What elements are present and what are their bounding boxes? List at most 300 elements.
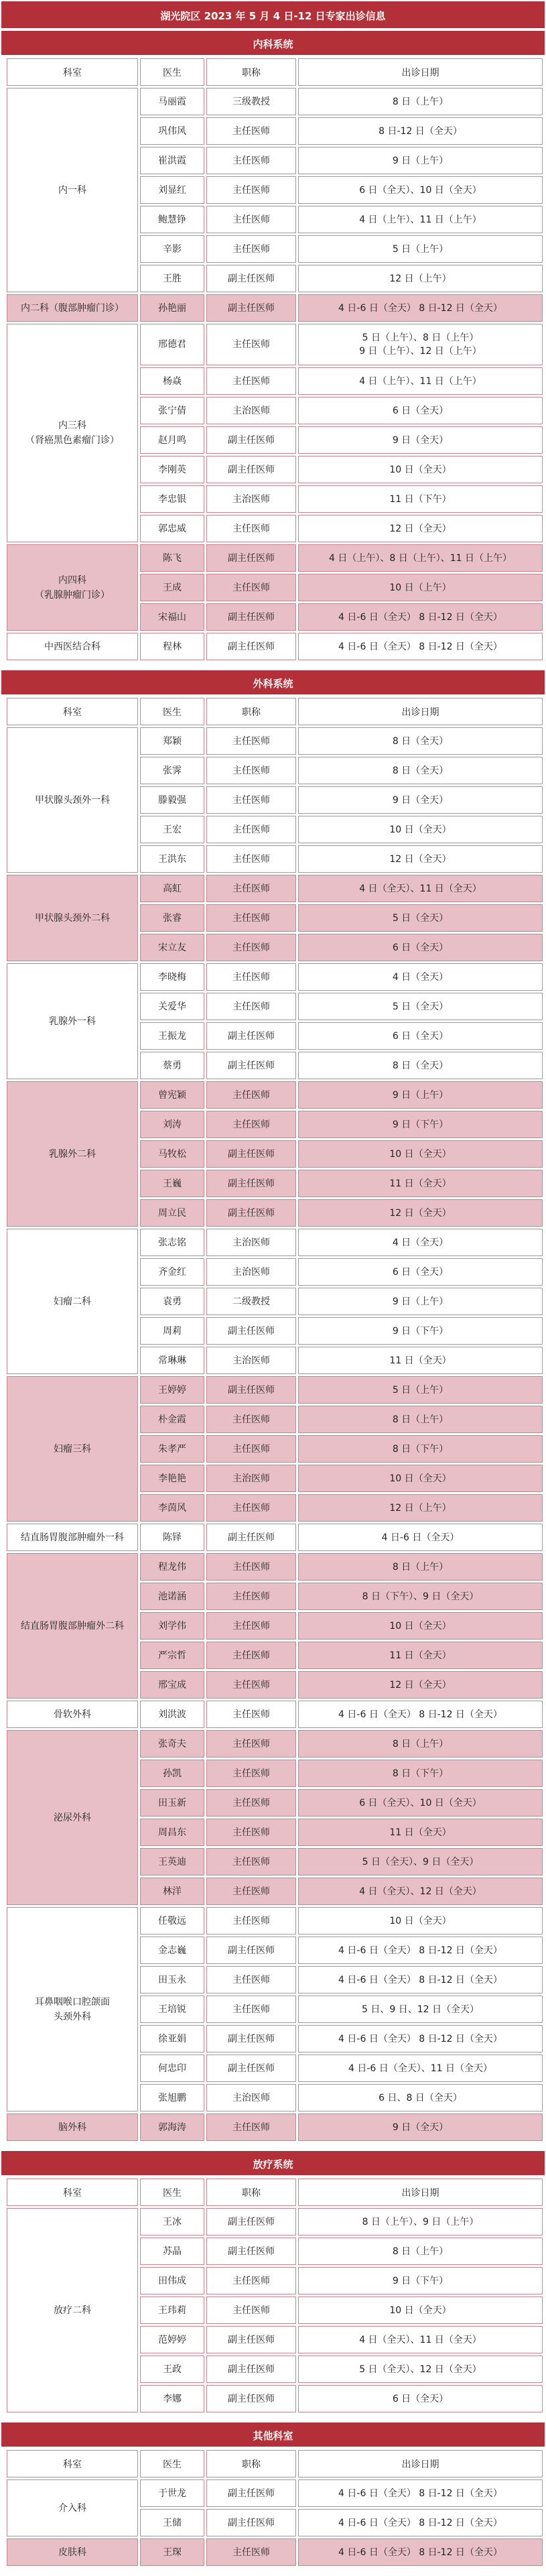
- date-cell: 8 日（全天）: [298, 757, 543, 784]
- doctor-cell: 陈飞: [140, 544, 204, 572]
- schedule-table: [5, 56, 545, 662]
- doctor-cell: 孙艳丽: [140, 294, 204, 322]
- doctor-cell: 马丽霞: [140, 88, 204, 115]
- doctor-cell: 何忠印: [140, 2054, 204, 2082]
- doctor-cell: 赵月鸣: [140, 426, 204, 454]
- date-cell: 8 日（上午）: [298, 88, 543, 115]
- date-cell: 5 日、9 日、12 日（全天）: [298, 1996, 543, 2023]
- title-cell: 主任医师: [206, 367, 296, 395]
- table-row: [7, 324, 543, 365]
- title-cell: 主治医师: [206, 1258, 296, 1286]
- date-cell: 4 日-6 日（全天） 8 日-12 日（全天）: [298, 2479, 543, 2507]
- doctor-cell: 王宏: [140, 816, 204, 843]
- doctor-cell: 邢宝成: [140, 1671, 204, 1699]
- doctor-cell: 王巍: [140, 1170, 204, 1197]
- title-cell: 主任医师: [206, 1671, 296, 1699]
- doctor-cell: 田伟成: [140, 2267, 204, 2294]
- date-cell: 4 日-6 日（全天） 8 日-12 日（全天）: [298, 1966, 543, 1994]
- doctor-cell: 关爱华: [140, 993, 204, 1020]
- date-cell: 10 日（全天）: [298, 1140, 543, 1168]
- doctor-cell: 程林: [140, 633, 204, 660]
- column-header: 科室: [7, 698, 138, 725]
- date-cell: 11 日（全天）: [298, 1170, 543, 1197]
- title-cell: 主任医师: [206, 1730, 296, 1758]
- doctor-cell: 辛影: [140, 235, 204, 263]
- date-cell: 5 日（全天）、12 日（全天）: [298, 2355, 543, 2383]
- doctor-cell: 王英迪: [140, 1848, 204, 1876]
- date-cell: 6 日（全天）: [298, 934, 543, 961]
- schedule-table: [5, 696, 545, 2143]
- date-cell: 4 日（全天）、11 日（全天）: [298, 2326, 543, 2353]
- date-cell: 10 日（全天）: [298, 816, 543, 843]
- doctor-cell: 王玮莉: [140, 2296, 204, 2324]
- title-cell: 主任医师: [206, 963, 296, 991]
- column-header: 出诊日期: [298, 698, 543, 725]
- title-cell: 主任医师: [206, 1760, 296, 1787]
- title-cell: 主任医师: [206, 2267, 296, 2294]
- date-cell: 4 日-6 日（全天） 8 日-12 日（全天）: [298, 294, 543, 322]
- date-cell: 4 日-6 日（全天）、11 日（全天）: [298, 2054, 543, 2082]
- table-row: [7, 1730, 543, 1758]
- date-cell: 9 日（下午）: [298, 1111, 543, 1138]
- title-cell: 副主任医师: [206, 1376, 296, 1404]
- doctor-cell: 田玉永: [140, 1966, 204, 1994]
- doctor-cell: 马牧松: [140, 1140, 204, 1168]
- department-cell: 内一科: [7, 88, 138, 292]
- date-cell: 11 日（下午）: [298, 485, 543, 513]
- department-cell: 甲状腺头颈外二科: [7, 875, 138, 961]
- title-cell: 主任医师: [206, 1701, 296, 1728]
- department-cell: 结直肠胃腹部肿瘤外二科: [7, 1553, 138, 1699]
- doctor-cell: 池诺涵: [140, 1583, 204, 1610]
- doctor-cell: 常琳琳: [140, 1347, 204, 1374]
- doctor-cell: 齐金红: [140, 1258, 204, 1286]
- doctor-cell: 苏晶: [140, 2237, 204, 2265]
- title-cell: 主任医师: [206, 2296, 296, 2324]
- title-cell: 主治医师: [206, 485, 296, 513]
- doctor-cell: 刘学伟: [140, 1612, 204, 1640]
- date-cell: 5 日（全天）、9 日（全天）: [298, 1848, 543, 1876]
- table-row: [7, 875, 543, 902]
- title-cell: 副主任医师: [206, 1937, 296, 1964]
- column-header: 职称: [206, 2450, 296, 2477]
- date-cell: 8 日（下午）: [298, 1760, 543, 1787]
- table-row: [7, 294, 543, 322]
- title-cell: 主任医师: [206, 1789, 296, 1817]
- title-cell: 主任医师: [206, 757, 296, 784]
- title-cell: 副主任医师: [206, 456, 296, 483]
- page-title: 湖光院区 2023 年 5 月 4 日-12 日专家出诊信息: [0, 0, 546, 29]
- department-cell: 乳腺外二科: [7, 1081, 138, 1227]
- date-cell: 6 日（全天）、10 日（全天）: [298, 176, 543, 204]
- title-cell: 副主任医师: [206, 603, 296, 631]
- department-cell: 结直肠胃腹部肿瘤外一科: [7, 1524, 138, 1551]
- doctor-cell: 李娜: [140, 2385, 204, 2412]
- table-row: [7, 2479, 543, 2507]
- date-cell: 4 日（上午）、11 日（上午）: [298, 367, 543, 395]
- title-cell: 主治医师: [206, 1465, 296, 1492]
- column-header: 医生: [140, 2179, 204, 2206]
- date-cell: 6 日（全天）: [298, 2385, 543, 2412]
- title-cell: 主治医师: [206, 1229, 296, 1256]
- title-cell: 主任医师: [206, 1081, 296, 1109]
- date-cell: 11 日（全天）: [298, 1642, 543, 1669]
- department-cell: 耳鼻咽喉口腔颌面 头颈外科: [7, 1907, 138, 2111]
- date-cell: 8 日（下午）、9 日（全天）: [298, 1583, 543, 1610]
- table-row: [7, 544, 543, 572]
- title-cell: 副主任医师: [206, 2208, 296, 2235]
- title-cell: 副主任医师: [206, 265, 296, 292]
- title-cell: 副主任医师: [206, 1199, 296, 1227]
- date-cell: 6 日（全天）: [298, 1258, 543, 1286]
- title-cell: 副主任医师: [206, 426, 296, 454]
- date-cell: 8 日（上午）: [298, 1553, 543, 1581]
- title-cell: 主任医师: [206, 993, 296, 1020]
- department-cell: 甲状腺头颈外一科: [7, 727, 138, 873]
- date-cell: 4 日（上午）、8 日（上午）、11 日（上午）: [298, 544, 543, 572]
- doctor-cell: 杨焱: [140, 367, 204, 395]
- title-cell: 主任医师: [206, 1612, 296, 1640]
- title-cell: 主任医师: [206, 934, 296, 961]
- doctor-cell: 周立民: [140, 1199, 204, 1227]
- date-cell: 5 日（上午）: [298, 1376, 543, 1404]
- title-cell: 副主任医师: [206, 1317, 296, 1345]
- doctor-cell: 郭海涛: [140, 2113, 204, 2141]
- title-cell: 主任医师: [206, 1406, 296, 1433]
- title-cell: 副主任医师: [206, 1052, 296, 1079]
- table-row: [7, 633, 543, 660]
- section-title: 其他科室: [0, 2421, 546, 2448]
- doctor-cell: 朱孝严: [140, 1435, 204, 1463]
- doctor-cell: 王培锐: [140, 1996, 204, 2023]
- doctor-cell: 刘涛: [140, 1111, 204, 1138]
- date-cell: 8 日（上午）: [298, 1406, 543, 1433]
- title-cell: 主任医师: [206, 2538, 296, 2566]
- doctor-cell: 李刚英: [140, 456, 204, 483]
- table-header-row: [7, 2179, 543, 2206]
- doctor-cell: 朴金霞: [140, 1406, 204, 1433]
- date-cell: 12 日（全天）: [298, 515, 543, 542]
- department-cell: 泌尿外科: [7, 1730, 138, 1905]
- title-cell: 主任医师: [206, 1583, 296, 1610]
- date-cell: 4 日-6 日（全天） 8 日-12 日（全天）: [298, 2509, 543, 2536]
- table-row: [7, 2113, 543, 2141]
- doctor-cell: 田玉新: [140, 1789, 204, 1817]
- doctor-cell: 程龙伟: [140, 1553, 204, 1581]
- title-cell: 主任医师: [206, 574, 296, 601]
- doctor-cell: 王政: [140, 2355, 204, 2383]
- doctor-cell: 任敬远: [140, 1907, 204, 1935]
- date-cell: 12 日（全天）: [298, 1671, 543, 1699]
- date-cell: 4 日-6 日（全天） 8 日-12 日（全天）: [298, 1937, 543, 1964]
- title-cell: 主任医师: [206, 235, 296, 263]
- doctor-cell: 王成: [140, 574, 204, 601]
- column-header: 医生: [140, 698, 204, 725]
- doctor-cell: 鲍慧铮: [140, 206, 204, 233]
- doctor-cell: 王婷婷: [140, 1376, 204, 1404]
- title-cell: 主任医师: [206, 1878, 296, 1905]
- department-cell: 内二科（腹部肿瘤门诊）: [7, 294, 138, 322]
- title-cell: 副主任医师: [206, 2385, 296, 2412]
- title-cell: 主任医师: [206, 206, 296, 233]
- date-cell: 10 日（全天）: [298, 1907, 543, 1935]
- title-cell: 副主任医师: [206, 2355, 296, 2383]
- doctor-cell: 严宗哲: [140, 1642, 204, 1669]
- title-cell: 主任医师: [206, 1848, 296, 1876]
- title-cell: 主任医师: [206, 324, 296, 365]
- date-cell: 4 日（全天）、12 日（全天）: [298, 1878, 543, 1905]
- column-header: 出诊日期: [298, 58, 543, 86]
- column-header: 科室: [7, 2450, 138, 2477]
- column-header: 出诊日期: [298, 2450, 543, 2477]
- date-cell: 9 日（上午）: [298, 147, 543, 174]
- date-cell: 12 日（上午）: [298, 265, 543, 292]
- title-cell: 主任医师: [206, 816, 296, 843]
- department-cell: 中西医结合科: [7, 633, 138, 660]
- title-cell: 副主任医师: [206, 2025, 296, 2052]
- table-header-row: [7, 2450, 543, 2477]
- title-cell: 副主任医师: [206, 2054, 296, 2082]
- department-cell: 妇瘤二科: [7, 1229, 138, 1374]
- table-row: [7, 1701, 543, 1728]
- column-header: 职称: [206, 698, 296, 725]
- date-cell: 8 日-12 日（全天）: [298, 117, 543, 145]
- doctor-cell: 陈铎: [140, 1524, 204, 1551]
- title-cell: 主任医师: [206, 147, 296, 174]
- date-cell: 4 日-6 日（全天）: [298, 1524, 543, 1551]
- doctor-cell: 蔡勇: [140, 1052, 204, 1079]
- doctor-cell: 孙凯: [140, 1760, 204, 1787]
- date-cell: 10 日（全天）: [298, 1612, 543, 1640]
- schedule-content: [0, 29, 546, 2568]
- title-cell: 主任医师: [206, 1907, 296, 1935]
- title-cell: 主任医师: [206, 786, 296, 814]
- doctor-cell: 郑颖: [140, 727, 204, 755]
- table-row: [7, 2208, 543, 2235]
- column-header: 科室: [7, 2179, 138, 2206]
- bottom-padding: [0, 2568, 546, 2576]
- department-cell: 脑外科: [7, 2113, 138, 2141]
- department-cell: 皮肤科: [7, 2538, 138, 2566]
- title-cell: 副主任医师: [206, 544, 296, 572]
- date-cell: 4 日（全天）、11 日（全天）: [298, 875, 543, 902]
- title-cell: 副主任医师: [206, 1140, 296, 1168]
- date-cell: 11 日（全天）: [298, 1819, 543, 1846]
- doctor-cell: 范婷婷: [140, 2326, 204, 2353]
- table-row: [7, 1081, 543, 1109]
- table-row: [7, 963, 543, 991]
- section-title: 外科系统: [0, 669, 546, 696]
- doctor-cell: 张志铭: [140, 1229, 204, 1256]
- title-cell: 主任医师: [206, 875, 296, 902]
- doctor-cell: 金志巍: [140, 1937, 204, 1964]
- title-cell: 副主任医师: [206, 1022, 296, 1050]
- title-cell: 主任医师: [206, 1553, 296, 1581]
- date-cell: 8 日（上午）: [298, 2237, 543, 2265]
- date-cell: 12 日（全天）: [298, 1199, 543, 1227]
- date-cell: 10 日（上午）: [298, 574, 543, 601]
- schedule-table: [5, 2176, 545, 2414]
- department-cell: 放疗二科: [7, 2208, 138, 2412]
- column-header: 职称: [206, 2179, 296, 2206]
- date-cell: 9 日（下午）: [298, 2267, 543, 2294]
- date-cell: 8 日（上午）: [298, 1730, 543, 1758]
- title-cell: 副主任医师: [206, 2326, 296, 2353]
- doctor-cell: 巩伟风: [140, 117, 204, 145]
- doctor-cell: 王振龙: [140, 1022, 204, 1050]
- column-header: 职称: [206, 58, 296, 86]
- title-cell: 副主任医师: [206, 1170, 296, 1197]
- title-cell: 二级教授: [206, 1288, 296, 1315]
- title-cell: 副主任医师: [206, 2479, 296, 2507]
- date-cell: 4 日-6 日（全天） 8 日-12 日（全天）: [298, 633, 543, 660]
- date-cell: 5 日（上午）、8 日（上午） 9 日（上午）、12 日（上午）: [298, 324, 543, 365]
- date-cell: 9 日（全天）: [298, 786, 543, 814]
- title-cell: 主任医师: [206, 1435, 296, 1463]
- title-cell: 主治医师: [206, 1347, 296, 1374]
- department-cell: 乳腺外一科: [7, 963, 138, 1079]
- title-cell: 主任医师: [206, 1111, 296, 1138]
- table-row: [7, 1376, 543, 1404]
- date-cell: 5 日（全天）: [298, 904, 543, 932]
- date-cell: 4 日-6 日（全天） 8 日-12 日（全天）: [298, 2025, 543, 2052]
- title-cell: 主任医师: [206, 1642, 296, 1669]
- title-cell: 主任医师: [206, 2113, 296, 2141]
- table-row: [7, 727, 543, 755]
- title-cell: 副主任医师: [206, 2509, 296, 2536]
- date-cell: 5 日（上午）: [298, 235, 543, 263]
- title-cell: 主任医师: [206, 1966, 296, 1994]
- table-row: [7, 1524, 543, 1551]
- doctor-cell: 李晓梅: [140, 963, 204, 991]
- column-header: 医生: [140, 2450, 204, 2477]
- table-row: [7, 1553, 543, 1581]
- date-cell: 10 日（全天）: [298, 456, 543, 483]
- date-cell: 9 日（全天）: [298, 2113, 543, 2141]
- date-cell: 8 日（全天）: [298, 727, 543, 755]
- doctor-cell: 徐亚娟: [140, 2025, 204, 2052]
- date-cell: 10 日（全天）: [298, 1465, 543, 1492]
- date-cell: 6 日（全天）: [298, 397, 543, 424]
- title-cell: 主治医师: [206, 397, 296, 424]
- title-cell: 主任医师: [206, 176, 296, 204]
- doctor-cell: 王冰: [140, 2208, 204, 2235]
- title-cell: 主任医师: [206, 117, 296, 145]
- date-cell: 8 日（下午）: [298, 1435, 543, 1463]
- date-cell: 4 日（全天）: [298, 963, 543, 991]
- table-header-row: [7, 698, 543, 725]
- date-cell: 5 日（全天）: [298, 993, 543, 1020]
- doctor-cell: 滕毅强: [140, 786, 204, 814]
- doctor-cell: 刘显红: [140, 176, 204, 204]
- doctor-cell: 王洪东: [140, 845, 204, 873]
- table-row: [7, 1229, 543, 1256]
- date-cell: 8 日（全天）: [298, 1052, 543, 1079]
- doctor-cell: 张旭鹏: [140, 2084, 204, 2111]
- section-title: 内科系统: [0, 29, 546, 56]
- doctor-cell: 高虹: [140, 875, 204, 902]
- title-cell: 主任医师: [206, 1819, 296, 1846]
- schedule-table: [5, 2448, 545, 2568]
- doctor-cell: 曾宪颖: [140, 1081, 204, 1109]
- date-cell: 12 日（上午）: [298, 1494, 543, 1522]
- doctor-cell: 于世龙: [140, 2479, 204, 2507]
- date-cell: 9 日（全天）: [298, 426, 543, 454]
- doctor-cell: 王储: [140, 2509, 204, 2536]
- doctor-cell: 周昌东: [140, 1819, 204, 1846]
- doctor-cell: 王胜: [140, 265, 204, 292]
- table-row: [7, 1907, 543, 1935]
- title-cell: 主治医师: [206, 2084, 296, 2111]
- date-cell: 10 日（全天）: [298, 2296, 543, 2324]
- department-cell: 内三科 （肾癌黑色素瘤门诊）: [7, 324, 138, 542]
- department-cell: 骨软外科: [7, 1701, 138, 1728]
- date-cell: 4 日（上午）、11 日（上午）: [298, 206, 543, 233]
- date-cell: 11 日（全天）: [298, 1347, 543, 1374]
- date-cell: 8 日（上午）、9 日（上午）: [298, 2208, 543, 2235]
- doctor-cell: 林洋: [140, 1878, 204, 1905]
- column-header: 科室: [7, 58, 138, 86]
- section-title: 放疗系统: [0, 2150, 546, 2176]
- title-cell: 主任医师: [206, 515, 296, 542]
- title-cell: 副主任医师: [206, 294, 296, 322]
- table-row: [7, 2538, 543, 2566]
- date-cell: 6 日（全天）、10 日（全天）: [298, 1789, 543, 1817]
- date-cell: 9 日（上午）: [298, 1288, 543, 1315]
- doctor-cell: 邢德君: [140, 324, 204, 365]
- title-cell: 三级教授: [206, 88, 296, 115]
- doctor-cell: 宋立友: [140, 934, 204, 961]
- date-cell: 9 日（上午）: [298, 1081, 543, 1109]
- title-cell: 主任医师: [206, 845, 296, 873]
- title-cell: 主任医师: [206, 1996, 296, 2023]
- doctor-cell: 张宁倩: [140, 397, 204, 424]
- date-cell: 4 日-6 日（全天） 8 日-12 日（全天）: [298, 2538, 543, 2566]
- doctor-cell: 张霁: [140, 757, 204, 784]
- doctor-cell: 李茵风: [140, 1494, 204, 1522]
- department-cell: 介入科: [7, 2479, 138, 2536]
- title-cell: 主任医师: [206, 727, 296, 755]
- column-header: 医生: [140, 58, 204, 86]
- doctor-cell: 刘洪波: [140, 1701, 204, 1728]
- doctor-cell: 崔洪霞: [140, 147, 204, 174]
- date-cell: 12 日（全天）: [298, 845, 543, 873]
- doctor-cell: 王琛: [140, 2538, 204, 2566]
- doctor-cell: 张睿: [140, 904, 204, 932]
- date-cell: 4 日-6 日（全天） 8 日-12 日（全天）: [298, 1701, 543, 1728]
- doctor-cell: 李忠银: [140, 485, 204, 513]
- date-cell: 4 日（全天）: [298, 1229, 543, 1256]
- date-cell: 6 日（全天）: [298, 1022, 543, 1050]
- doctor-cell: 张奇夫: [140, 1730, 204, 1758]
- title-cell: 主任医师: [206, 904, 296, 932]
- doctor-cell: 宋福山: [140, 603, 204, 631]
- table-row: [7, 88, 543, 115]
- column-header: 出诊日期: [298, 2179, 543, 2206]
- title-cell: 主任医师: [206, 1494, 296, 1522]
- doctor-cell: 袁勇: [140, 1288, 204, 1315]
- doctor-cell: 李艳艳: [140, 1465, 204, 1492]
- doctor-cell: 周莉: [140, 1317, 204, 1345]
- title-cell: 副主任医师: [206, 633, 296, 660]
- date-cell: 9 日（下午）: [298, 1317, 543, 1345]
- title-cell: 副主任医师: [206, 2237, 296, 2265]
- title-cell: 副主任医师: [206, 1524, 296, 1551]
- date-cell: 4 日-6 日（全天） 8 日-12 日（全天）: [298, 603, 543, 631]
- department-cell: 内四科 （乳腺肿瘤门诊）: [7, 544, 138, 631]
- department-cell: 妇瘤三科: [7, 1376, 138, 1522]
- date-cell: 6 日、8 日（全天）: [298, 2084, 543, 2111]
